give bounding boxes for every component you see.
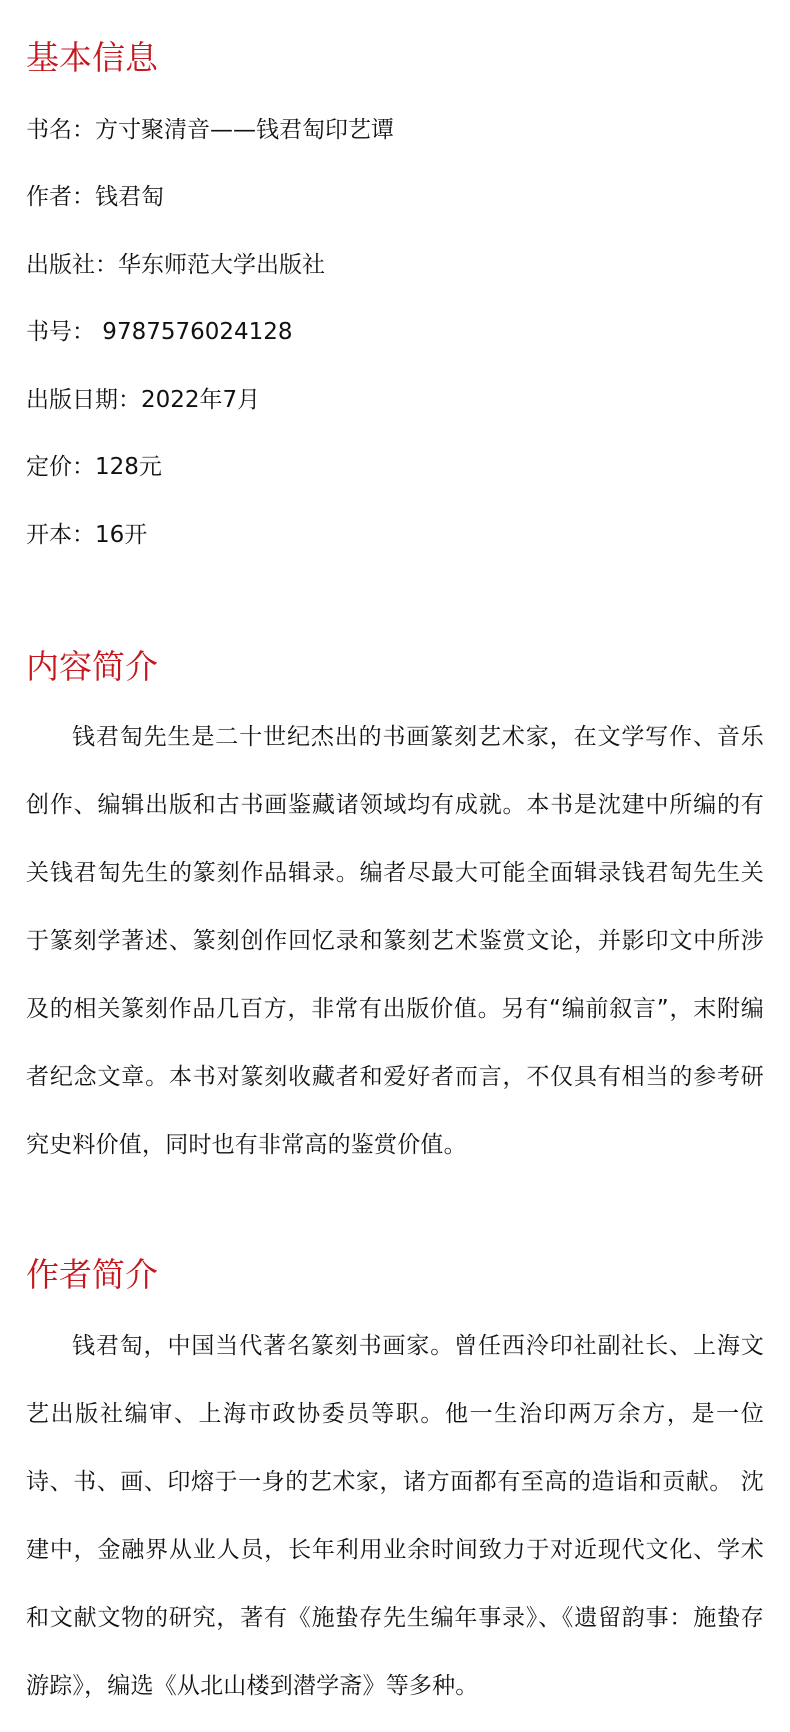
- author-intro-heading: 作者简介: [26, 1255, 158, 1294]
- format-line: 开本：16开: [26, 522, 148, 548]
- publisher-line: 出版社：华东师范大学出版社: [26, 252, 325, 278]
- publish-date-line: 出版日期：2022年7月: [26, 387, 261, 413]
- book-title-line: 书名：方寸聚清音——钱君匋印艺谭: [26, 117, 394, 143]
- price-line: 定价：128元: [26, 454, 162, 480]
- isbn-line: 书号： 9787576024128: [26, 319, 293, 345]
- content-intro-heading: 内容简介: [26, 647, 158, 686]
- author-intro-paragraph: 钱君匋，中国当代著名篆刻书画家。曾任西泠印社副社长、上海文艺出版社编审、上海市政协委员等职。他一生治印两万余方，是一位诗、书、画、印熔于一身的艺术家，诸方面都有至高的造诣和贡献。 沈建中，金融界从业人员，长年利用业余时间致力于对近现代文化、学术和文献文物的研究，著有《施蛰存先生编年事录》、《遗留韵事：施蛰存游踪》，编选《从北山楼到潜学斋》等多种。: [26, 1333, 764, 1699]
- content-intro-paragraph: 钱君匋先生是二十世纪杰出的书画篆刻艺术家，在文学写作、音乐创作、编辑出版和古书画鉴藏诸领域均有成就。本书是沈建中所编的有关钱君匋先生的篆刻作品辑录。编者尽最大可能全面辑录钱君匋先生关于篆刻学著述、篆刻创作回忆录和篆刻艺术鉴赏文论，并影印文中所涉及的相关篆刻作品几百方，非常有出版价值。另有“编前叙言”，末附编者纪念文章。本书对篆刻收藏者和爱好者而言，不仅具有相当的参考研究史料价值，同时也有非常高的鉴赏价值。: [26, 724, 764, 1158]
- author-line: 作者：钱君匋: [26, 184, 164, 210]
- basic-info-heading: 基本信息: [26, 38, 158, 77]
